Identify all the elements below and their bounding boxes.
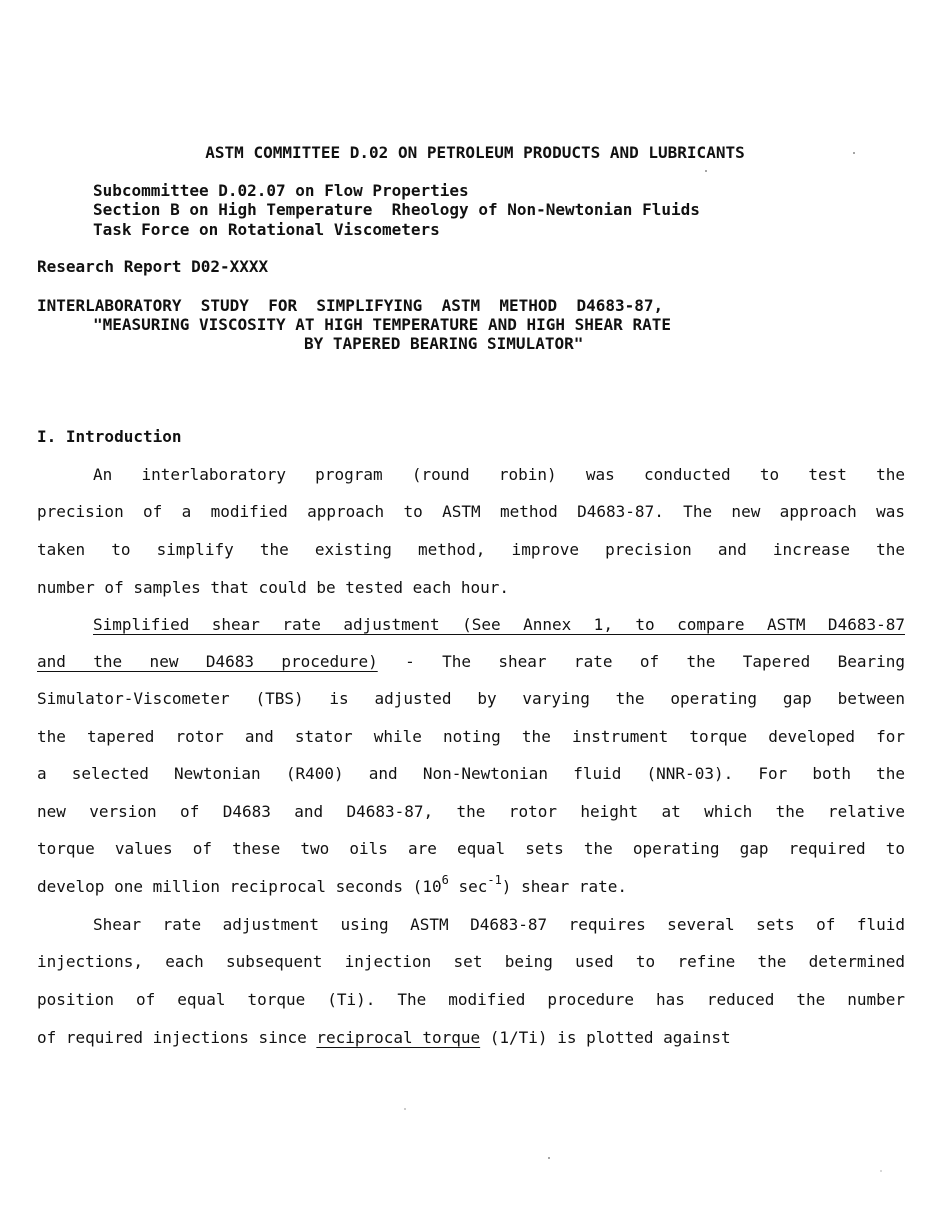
superscript: -1	[487, 872, 502, 887]
paragraph-1-line: taken to simplify the existing method, improve precision and increase the	[37, 540, 905, 559]
scan-speck	[880, 1170, 882, 1172]
paragraph-3-line: Shear rate adjustment using ASTM D4683-87 requires several sets of fluid	[93, 915, 905, 934]
paragraph-2-line: torque values of these two oils are equal sets the operating gap required to	[37, 839, 905, 858]
committee-heading: ASTM COMMITTEE D.02 ON PETROLEUM PRODUCTS AND LUBRICANTS	[205, 143, 745, 162]
paragraph-2-line	[37, 652, 905, 672]
paragraph-3-line: injections, each subsequent injection set being used to refine the determined	[37, 952, 905, 971]
research-report-line: Research Report D02-XXXX	[37, 257, 269, 276]
task-force-line: Task Force on Rotational Viscometers	[93, 220, 440, 239]
paragraph-2-line	[93, 615, 905, 635]
section-heading: I. Introduction	[37, 427, 182, 446]
paragraph-1-line: number of samples that could be tested each hour.	[37, 578, 510, 597]
paragraph-3-line	[37, 1028, 905, 1048]
scan-speck	[705, 170, 707, 172]
paragraph-2-line	[37, 872, 905, 897]
superscript: 6	[441, 872, 449, 887]
scan-speck	[853, 152, 855, 154]
paragraph-2-line: a selected Newtonian (R400) and Non-Newtonian fluid (NNR-03). For both the	[37, 764, 905, 783]
title-line-1: INTERLABORATORY STUDY FOR SIMPLIFYING ASTM METHOD D4683-87,	[37, 296, 664, 315]
subcommittee-line: Subcommittee D.02.07 on Flow Properties	[93, 181, 469, 200]
underlined-subheading-end: and the new D4683 procedure)	[37, 652, 378, 671]
paragraph-3-line: position of equal torque (Ti). The modified procedure has reduced the number	[37, 990, 905, 1009]
title-line-2: "MEASURING VISCOSITY AT HIGH TEMPERATURE AND HIGH SHEAR RATE	[93, 315, 671, 334]
underlined-term: reciprocal torque	[316, 1028, 481, 1047]
paragraph-2-text: ) shear rate.	[501, 877, 628, 896]
paragraph-1-line: precision of a modified approach to ASTM method D4683-87. The new approach was	[37, 502, 905, 521]
paragraph-3-text: (1/Ti) is plotted against	[480, 1028, 731, 1047]
section-line: Section B on High Temperature Rheology of Non-Newtonian Fluids	[93, 200, 700, 219]
paragraph-2-text: develop one million reciprocal seconds (10	[37, 877, 442, 896]
title-line-3: BY TAPERED BEARING SIMULATOR"	[304, 334, 584, 353]
paragraph-2-text: - The shear rate of the Tapered Bearing	[377, 652, 906, 671]
paragraph-2-line: new version of D4683 and D4683-87, the rotor height at which the relative	[37, 802, 905, 821]
scan-speck	[548, 1157, 550, 1159]
paragraph-1-line: An interlaboratory program (round robin) was conducted to test the	[93, 465, 905, 484]
paragraph-2-line: the tapered rotor and stator while noting the instrument torque developed for	[37, 727, 905, 746]
paragraph-2-line: Simulator-Viscometer (TBS) is adjusted by varying the operating gap between	[37, 689, 905, 708]
underlined-subheading: Simplified shear rate adjustment (See Annex 1, to compare ASTM D4683-87	[93, 615, 905, 634]
scan-speck	[404, 1108, 406, 1110]
paragraph-3-text: of required injections since	[37, 1028, 317, 1047]
paragraph-2-text: sec	[448, 877, 488, 896]
